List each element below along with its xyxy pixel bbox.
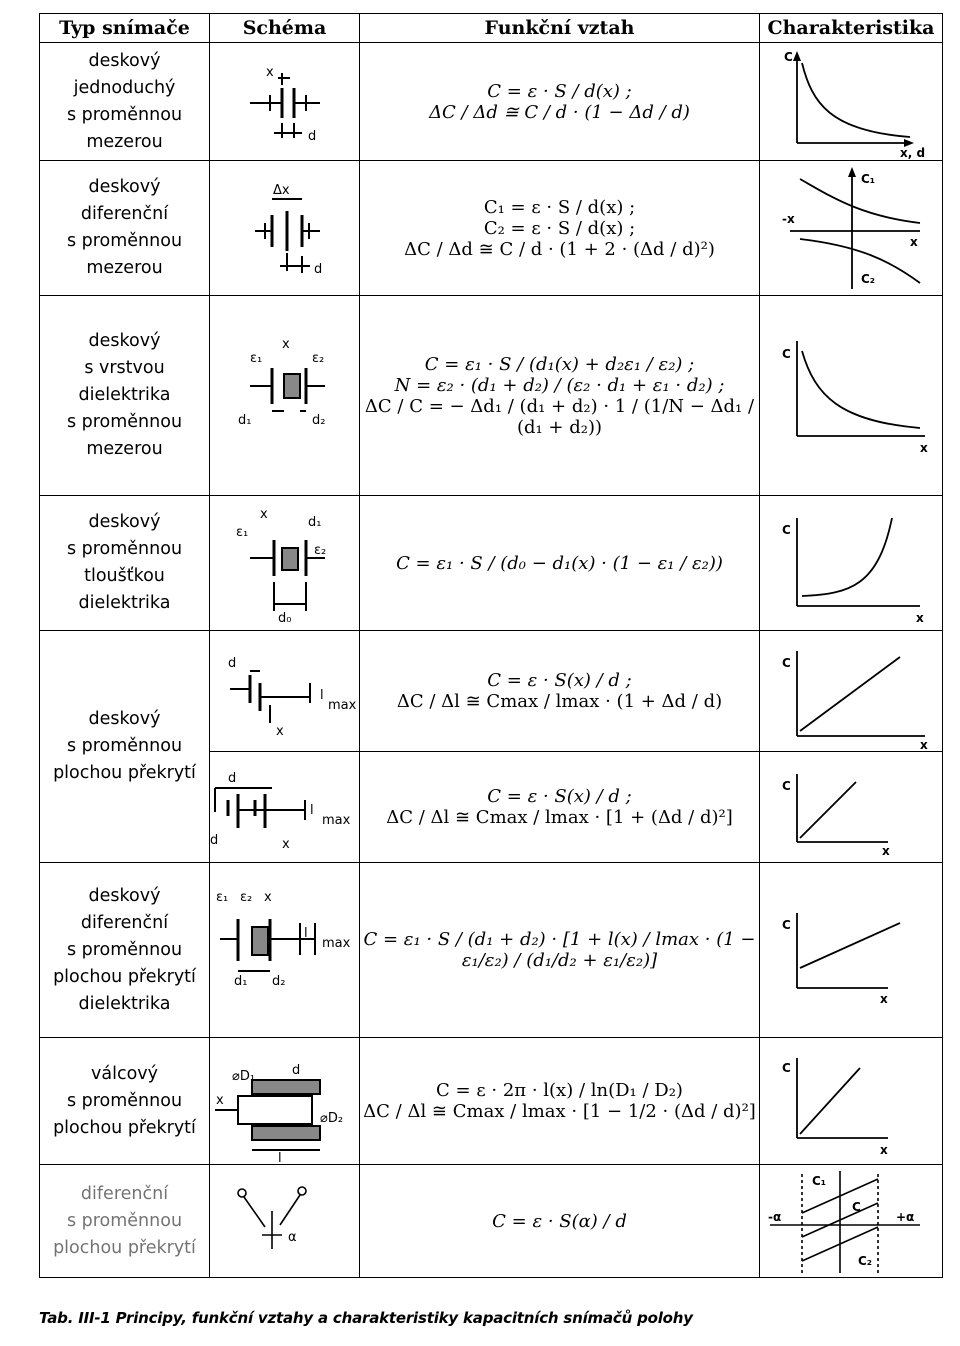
- formula-cell: [360, 863, 760, 1038]
- sensor-type: deskový s proměnnou tloušťkou dielektrika: [40, 496, 210, 631]
- schema-diagram: [210, 1165, 360, 1278]
- sensor-type: deskový diferenční s proměnnou plochou překrytí dielektrika: [40, 863, 210, 1038]
- differential-hyperbola-chart: [760, 161, 943, 295]
- formula-line: N = ε₂ · (d₁ + d₂) / (ε₂ · d₁ + ε₁ · d₂) ;: [394, 374, 725, 396]
- formula-line: ΔC / Δd ≅ C / d · (1 + 2 · (Δd / d)²): [404, 238, 715, 260]
- svg-text:d: d: [292, 1063, 301, 1078]
- schema-diagram: [210, 43, 360, 161]
- characteristic-chart: [760, 43, 943, 161]
- svg-text:x: x: [880, 992, 888, 1006]
- formula-line: C = ε · S(α) / d: [492, 1210, 627, 1232]
- differential-linear-chart: [760, 1165, 943, 1277]
- table-row: [40, 1038, 943, 1165]
- schema-diagram: [210, 631, 360, 752]
- svg-text:C: C: [782, 918, 791, 932]
- svg-text:C: C: [782, 347, 791, 361]
- svg-text:max: max: [328, 698, 357, 713]
- table-row: [40, 863, 943, 1038]
- formula-cell: [360, 296, 760, 496]
- formula-cell: [360, 1165, 760, 1278]
- svg-text:ε₁: ε₁: [250, 351, 263, 366]
- table-row: [40, 161, 943, 296]
- svg-text:d: d: [228, 771, 237, 786]
- differential-dielectric-overlap-diagram: [210, 863, 360, 1037]
- sensor-type: diferenční s proměnnou plochou překrytí: [40, 1165, 210, 1278]
- schema-diagram: [210, 863, 360, 1038]
- formula-line: ΔC / Δl ≅ Cmax / lmax · [1 + (Δd / d)²]: [386, 807, 733, 828]
- svg-text:l: l: [310, 803, 314, 818]
- schema-diagram: [210, 752, 360, 863]
- characteristic-chart: [760, 161, 943, 296]
- svg-text:C: C: [784, 50, 793, 64]
- dielectric-layer-diagram: [210, 296, 360, 495]
- svg-text:x: x: [916, 611, 924, 625]
- dielectric-thickness-diagram: [210, 496, 360, 630]
- formula-line: C = ε₁ · S / (d₁ + d₂) · [1 + l(x) / lmax · (1 − ε₁/ε₂) / (d₁/d₂ + ε₁/ε₂)]: [363, 929, 756, 971]
- sensor-type: deskový s vrstvou dielektrika s proměnnou mezerou: [40, 296, 210, 496]
- header-characteristic: Charakteristika: [760, 14, 943, 43]
- header-schema: Schéma: [210, 14, 360, 43]
- formula-line: C = ε · S(x) / d ;: [487, 670, 632, 691]
- svg-text:x: x: [264, 890, 272, 905]
- sensor-type: deskový diferenční s proměnnou mezerou: [40, 161, 210, 296]
- table-row: [40, 296, 943, 496]
- table-row: [40, 1165, 943, 1278]
- sensor-table: [39, 13, 943, 1278]
- formula-cell: [360, 1038, 760, 1165]
- svg-text:ε₁: ε₁: [216, 890, 229, 905]
- svg-text:d: d: [314, 262, 323, 277]
- sensor-type: deskový jednoduchý s proměnnou mezerou: [40, 43, 210, 161]
- svg-text:d₁: d₁: [234, 974, 248, 989]
- table-caption: Tab. III-1 Principy, funkční vztahy a charakteristiky kapacitních snímačů polohy: [39, 1309, 693, 1327]
- formula-line: ΔC / C = − Δd₁ / (d₁ + d₂) · 1 / (1/N − Δd₁ / (d₁ + d₂)): [364, 395, 755, 438]
- svg-text:C₂: C₂: [858, 1254, 873, 1268]
- linear-chart: [760, 631, 943, 751]
- header-row: [40, 14, 943, 43]
- formula-cell: [360, 631, 760, 752]
- svg-text:x: x: [282, 337, 290, 352]
- svg-text:x: x: [266, 65, 274, 80]
- svg-text:ε₁: ε₁: [236, 525, 249, 540]
- svg-text:d₂: d₂: [272, 974, 286, 989]
- svg-text:x: x: [276, 724, 284, 739]
- formula-line: ΔC / Δl ≅ Cmax / lmax · (1 + Δd / d): [396, 691, 723, 712]
- formula-line: C = ε · S / d(x) ;: [487, 80, 632, 102]
- characteristic-chart: [760, 631, 943, 752]
- rotary-differential-diagram: [210, 1165, 360, 1277]
- characteristic-chart: [760, 296, 943, 496]
- svg-text:l: l: [278, 1151, 282, 1164]
- svg-text:x: x: [216, 1093, 224, 1108]
- svg-text:C: C: [782, 779, 791, 793]
- svg-text:C: C: [782, 523, 791, 537]
- sensor-type: válcový s proměnnou plochou překrytí: [40, 1038, 210, 1165]
- hyperbola-chart: [760, 296, 943, 495]
- svg-text:C₂: C₂: [861, 272, 876, 286]
- formula-cell: [360, 43, 760, 161]
- formula-line: C = ε · 2π · l(x) / ln(D₁ / D₂): [436, 1080, 683, 1101]
- svg-text:x: x: [920, 738, 928, 751]
- schema-diagram: [210, 1038, 360, 1165]
- characteristic-chart: [760, 1165, 943, 1278]
- schema-diagram: [210, 496, 360, 631]
- svg-text:-x: -x: [782, 212, 795, 226]
- table-row: [40, 631, 943, 752]
- sensor-type: deskový s proměnnou plochou překrytí: [40, 631, 210, 863]
- svg-text:d₀: d₀: [278, 611, 292, 626]
- table-row: [40, 43, 943, 161]
- formula-line: C = ε · S(x) / d ;: [487, 786, 632, 807]
- svg-text:x: x: [282, 837, 290, 852]
- formula-cell: [360, 496, 760, 631]
- svg-text:x: x: [910, 235, 918, 249]
- svg-text:α: α: [288, 1230, 297, 1245]
- svg-text:C₁: C₁: [861, 172, 876, 186]
- formula-cell: [360, 752, 760, 863]
- svg-text:d: d: [228, 656, 237, 671]
- formula-line: ΔC / Δl ≅ Cmax / lmax · [1 − 1/2 · (Δd / d)²]: [363, 1101, 756, 1122]
- svg-text:l: l: [304, 926, 308, 941]
- linear-chart: [760, 1038, 943, 1164]
- svg-text:d₂: d₂: [312, 413, 326, 428]
- svg-text:x: x: [920, 441, 928, 455]
- schema-diagram: [210, 296, 360, 496]
- svg-text:x: x: [880, 1143, 888, 1157]
- svg-text:C₁: C₁: [812, 1174, 827, 1188]
- formula-line: C = ε₁ · S / (d₀ − d₁(x) · (1 − ε₁ / ε₂)): [396, 552, 723, 574]
- characteristic-chart: [760, 863, 943, 1038]
- formula-line: C₁ = ε · S / d(x) ;: [483, 196, 636, 218]
- formula-line: C = ε₁ · S / (d₁(x) + d₂ε₁ / ε₂) ;: [424, 353, 695, 375]
- cylindrical-capacitor-diagram: [210, 1038, 360, 1164]
- svg-text:ε₂: ε₂: [240, 890, 253, 905]
- svg-text:C: C: [782, 1061, 791, 1075]
- table-row: [40, 496, 943, 631]
- svg-text:x, d: x, d: [900, 146, 926, 160]
- svg-text:⌀D₁: ⌀D₁: [232, 1069, 256, 1084]
- svg-text:max: max: [322, 813, 351, 828]
- plate-capacitor-diagram: [210, 43, 360, 160]
- svg-text:C: C: [852, 1200, 861, 1214]
- header-relation: Funkční vztah: [360, 14, 760, 43]
- svg-text:⌀D₂: ⌀D₂: [320, 1111, 344, 1126]
- characteristic-chart: [760, 752, 943, 863]
- svg-text:x: x: [260, 507, 268, 522]
- svg-text:d: d: [210, 833, 219, 848]
- overlap-plate-diagram: [210, 631, 360, 751]
- formula-cell: [360, 161, 760, 296]
- rising-curve-chart: [760, 496, 943, 630]
- svg-text:-α: -α: [768, 1210, 782, 1224]
- overlap-differential-diagram: [210, 752, 360, 862]
- svg-text:l: l: [320, 688, 324, 703]
- svg-text:d₁: d₁: [308, 515, 322, 530]
- svg-text:max: max: [322, 936, 351, 951]
- characteristic-chart: [760, 1038, 943, 1165]
- svg-text:Δx: Δx: [273, 183, 290, 198]
- svg-text:C: C: [782, 656, 791, 670]
- characteristic-chart: [760, 496, 943, 631]
- svg-text:ε₂: ε₂: [314, 543, 327, 558]
- header-type: Typ snímače: [40, 14, 210, 43]
- svg-text:d: d: [308, 129, 317, 144]
- formula-line: ΔC / Δd ≅ C / d · (1 − Δd / d): [429, 101, 690, 123]
- svg-text:x: x: [882, 844, 890, 858]
- svg-text:ε₂: ε₂: [312, 351, 325, 366]
- svg-text:d₁: d₁: [238, 413, 252, 428]
- hyperbola-chart: [760, 43, 943, 160]
- linear-chart: [760, 752, 943, 862]
- linear-offset-chart: [760, 863, 943, 1037]
- formula-line: C₂ = ε · S / d(x) ;: [483, 217, 636, 239]
- differential-plate-diagram: [210, 161, 360, 295]
- schema-diagram: [210, 161, 360, 296]
- svg-text:+α: +α: [896, 1210, 915, 1224]
